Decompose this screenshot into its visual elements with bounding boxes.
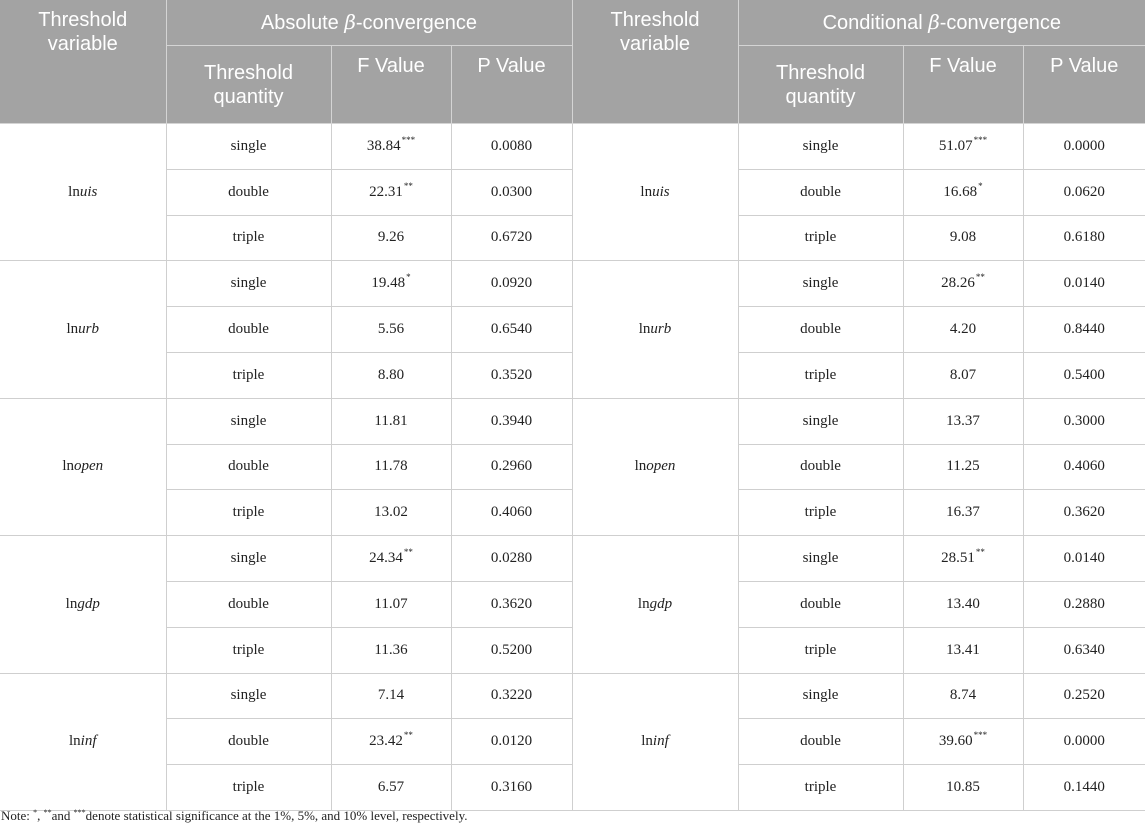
f-value-header: F Value bbox=[903, 46, 1023, 124]
p-value-cell: 0.3220 bbox=[451, 673, 572, 719]
threshold-quantity-cell: triple bbox=[166, 215, 331, 261]
p-value-cell: 0.3520 bbox=[451, 352, 572, 398]
significance-marker: *** bbox=[973, 730, 988, 741]
threshold-quantity-cell: single bbox=[738, 673, 903, 719]
table-row bbox=[0, 536, 1145, 582]
p-value-cell: 0.6720 bbox=[451, 215, 572, 261]
significance-marker: ** bbox=[403, 547, 413, 558]
p-value-cell: 0.0120 bbox=[451, 719, 572, 765]
threshold-quantity-cell: triple bbox=[738, 215, 903, 261]
threshold-quantity-cell: single bbox=[166, 261, 331, 307]
threshold-variable-cell: lninf bbox=[572, 673, 738, 810]
p-value-cell: 0.2520 bbox=[1023, 673, 1145, 719]
threshold-quantity-cell: triple bbox=[166, 627, 331, 673]
p-value-header: P Value bbox=[1023, 46, 1145, 124]
absolute-convergence-header: Absolute β-convergence bbox=[166, 0, 572, 46]
threshold-variable-cell: lninf bbox=[0, 673, 166, 810]
threshold-variable-cell: lngdp bbox=[0, 536, 166, 673]
f-value-cell: 5.56 bbox=[331, 307, 451, 353]
threshold-quantity-cell: triple bbox=[738, 765, 903, 811]
threshold-quantity-cell: single bbox=[738, 124, 903, 170]
f-value-cell: 11.25 bbox=[903, 444, 1023, 490]
f-value-cell: 13.40 bbox=[903, 581, 1023, 627]
threshold-quantity-cell: single bbox=[166, 124, 331, 170]
threshold-quantity-cell: triple bbox=[166, 352, 331, 398]
f-value-cell: 16.68* bbox=[903, 169, 1023, 215]
threshold-quantity-cell: double bbox=[166, 444, 331, 490]
f-value-header: F Value bbox=[331, 46, 451, 124]
table-header bbox=[0, 0, 1145, 124]
threshold-quantity-cell: triple bbox=[166, 490, 331, 536]
p-value-cell: 0.3160 bbox=[451, 765, 572, 811]
p-value-cell: 0.0000 bbox=[1023, 719, 1145, 765]
p-value-cell: 0.0620 bbox=[1023, 169, 1145, 215]
threshold-quantity-cell: double bbox=[166, 719, 331, 765]
threshold-quantity-cell: triple bbox=[738, 490, 903, 536]
f-value-cell: 24.34** bbox=[331, 536, 451, 582]
p-value-cell: 0.3620 bbox=[451, 581, 572, 627]
f-value-cell: 28.26** bbox=[903, 261, 1023, 307]
p-value-cell: 0.5200 bbox=[451, 627, 572, 673]
threshold-variable-cell: lnurb bbox=[572, 261, 738, 398]
p-value-cell: 0.6340 bbox=[1023, 627, 1145, 673]
f-value-cell: 39.60*** bbox=[903, 719, 1023, 765]
p-value-cell: 0.5400 bbox=[1023, 352, 1145, 398]
threshold-quantity-cell: double bbox=[738, 307, 903, 353]
p-value-cell: 0.2880 bbox=[1023, 581, 1145, 627]
f-value-cell: 11.36 bbox=[331, 627, 451, 673]
f-value-cell: 9.08 bbox=[903, 215, 1023, 261]
beta-symbol: β bbox=[344, 10, 356, 34]
table-note: Note: *, **and ***denote statistical significance at the 1%, 5%, and 10% level, respectively. bbox=[1, 808, 468, 823]
threshold-quantity-header: Threshold quantity bbox=[166, 46, 331, 124]
threshold-quantity-cell: single bbox=[166, 673, 331, 719]
p-value-cell: 0.4060 bbox=[451, 490, 572, 536]
p-value-cell: 0.0300 bbox=[451, 169, 572, 215]
p-value-cell: 0.0140 bbox=[1023, 536, 1145, 582]
threshold-quantity-cell: double bbox=[166, 169, 331, 215]
f-value-cell: 19.48* bbox=[331, 261, 451, 307]
threshold-quantity-cell: single bbox=[738, 398, 903, 444]
p-value-cell: 0.0000 bbox=[1023, 124, 1145, 170]
f-value-cell: 10.85 bbox=[903, 765, 1023, 811]
p-value-cell: 0.6180 bbox=[1023, 215, 1145, 261]
threshold-variable-header: Threshold variable bbox=[0, 0, 166, 124]
threshold-quantity-cell: triple bbox=[738, 352, 903, 398]
threshold-variable-cell: lnopen bbox=[0, 398, 166, 535]
f-value-cell: 9.26 bbox=[331, 215, 451, 261]
significance-marker: * bbox=[406, 272, 411, 283]
p-value-cell: 0.4060 bbox=[1023, 444, 1145, 490]
f-value-cell: 51.07*** bbox=[903, 124, 1023, 170]
significance-marker: * bbox=[978, 180, 983, 191]
threshold-variable-cell: lnuis bbox=[572, 124, 738, 261]
threshold-variable-cell: lnuis bbox=[0, 124, 166, 261]
f-value-cell: 23.42** bbox=[331, 719, 451, 765]
f-value-cell: 8.74 bbox=[903, 673, 1023, 719]
significance-marker: ** bbox=[403, 180, 413, 191]
threshold-variable-cell: lnopen bbox=[572, 398, 738, 535]
threshold-variable-cell: lngdp bbox=[572, 536, 738, 673]
threshold-quantity-header: Threshold quantity bbox=[738, 46, 903, 124]
p-value-cell: 0.3000 bbox=[1023, 398, 1145, 444]
f-value-cell: 11.07 bbox=[331, 581, 451, 627]
f-value-cell: 13.37 bbox=[903, 398, 1023, 444]
table-body bbox=[0, 124, 1145, 811]
threshold-quantity-cell: double bbox=[738, 719, 903, 765]
f-value-cell: 38.84*** bbox=[331, 124, 451, 170]
f-value-cell: 6.57 bbox=[331, 765, 451, 811]
f-value-cell: 22.31** bbox=[331, 169, 451, 215]
threshold-quantity-cell: double bbox=[166, 581, 331, 627]
f-value-cell: 11.81 bbox=[331, 398, 451, 444]
threshold-quantity-cell: double bbox=[738, 169, 903, 215]
significance-marker: ** bbox=[403, 730, 413, 741]
threshold-quantity-cell: single bbox=[166, 536, 331, 582]
threshold-quantity-cell: double bbox=[738, 581, 903, 627]
threshold-quantity-cell: triple bbox=[166, 765, 331, 811]
p-value-cell: 0.2960 bbox=[451, 444, 572, 490]
threshold-quantity-cell: single bbox=[738, 536, 903, 582]
threshold-quantity-cell: double bbox=[738, 444, 903, 490]
f-value-cell: 16.37 bbox=[903, 490, 1023, 536]
f-value-cell: 11.78 bbox=[331, 444, 451, 490]
f-value-cell: 28.51** bbox=[903, 536, 1023, 582]
table-row bbox=[0, 261, 1145, 307]
significance-marker: ** bbox=[975, 547, 985, 558]
threshold-quantity-cell: single bbox=[738, 261, 903, 307]
f-value-cell: 8.80 bbox=[331, 352, 451, 398]
table-row bbox=[0, 398, 1145, 444]
f-value-cell: 4.20 bbox=[903, 307, 1023, 353]
threshold-quantity-cell: double bbox=[166, 307, 331, 353]
p-value-cell: 0.0080 bbox=[451, 124, 572, 170]
threshold-variable-cell: lnurb bbox=[0, 261, 166, 398]
significance-marker: *** bbox=[973, 134, 988, 145]
p-value-cell: 0.3940 bbox=[451, 398, 572, 444]
f-value-cell: 13.02 bbox=[331, 490, 451, 536]
conditional-convergence-header: Conditional β-convergence bbox=[738, 0, 1145, 46]
p-value-cell: 0.1440 bbox=[1023, 765, 1145, 811]
significance-marker: ** bbox=[975, 272, 985, 283]
threshold-quantity-cell: single bbox=[166, 398, 331, 444]
f-value-cell: 13.41 bbox=[903, 627, 1023, 673]
p-value-cell: 0.0280 bbox=[451, 536, 572, 582]
table-row bbox=[0, 673, 1145, 719]
threshold-variable-header: Threshold variable bbox=[572, 0, 738, 124]
p-value-cell: 0.0140 bbox=[1023, 261, 1145, 307]
p-value-cell: 0.6540 bbox=[451, 307, 572, 353]
f-value-cell: 8.07 bbox=[903, 352, 1023, 398]
f-value-cell: 7.14 bbox=[331, 673, 451, 719]
p-value-cell: 0.3620 bbox=[1023, 490, 1145, 536]
significance-marker: *** bbox=[401, 134, 416, 145]
threshold-quantity-cell: triple bbox=[738, 627, 903, 673]
table-row bbox=[0, 124, 1145, 170]
p-value-header: P Value bbox=[451, 46, 572, 124]
p-value-cell: 0.0920 bbox=[451, 261, 572, 307]
p-value-cell: 0.8440 bbox=[1023, 307, 1145, 353]
beta-symbol: β bbox=[928, 10, 940, 34]
